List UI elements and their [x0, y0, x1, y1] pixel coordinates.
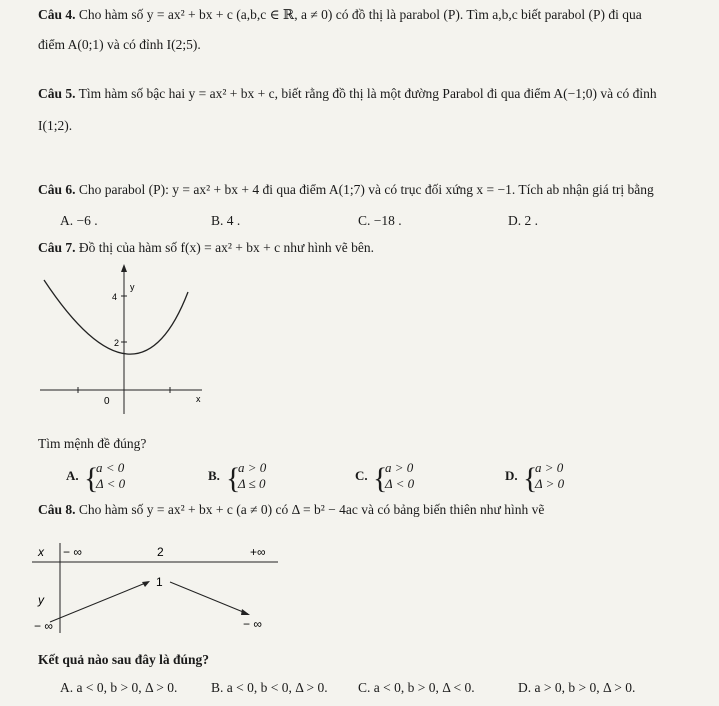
q5-label: Câu 5.: [38, 86, 76, 101]
q7-choice-b-row2: Δ ≤ 0: [238, 476, 266, 491]
y-axis-arrow-icon: [121, 264, 127, 272]
q7-choice-c-label: C.: [355, 468, 368, 483]
table-increasing-arrow: [50, 582, 148, 622]
q4-line2: điểm A(0;1) và có đỉnh I(2;5).: [38, 37, 201, 52]
graph-origin-label: 0: [104, 396, 110, 407]
q8-line: [38, 502, 544, 518]
arrow-down-icon: [241, 609, 250, 615]
table-right-y: − ∞: [243, 617, 262, 631]
q7-choice-a-label: A.: [66, 468, 79, 483]
q7-choice-d-brace: {: [523, 462, 538, 495]
q7-text: Đồ thị của hàm số f(x) = ax² + bx + c như hình vẽ bên.: [78, 240, 375, 255]
q4-line1: [38, 7, 642, 23]
q6-choice-a[interactable]: A. −6 .: [60, 213, 98, 228]
table-plus-inf: +∞: [250, 545, 266, 559]
q7-choice-a-brace: {: [84, 462, 99, 495]
q6-line: [38, 182, 654, 198]
table-y-header: y: [38, 593, 44, 607]
q8-choice-d[interactable]: D. a > 0, b > 0, Δ > 0.: [518, 680, 636, 695]
q5-text-1: Tìm hàm số bậc hai y = ax² + bx + c, biết rằng đồ thị là một đường Parabol đi qua điểm A(−1;0) và có đỉnh: [78, 86, 657, 101]
table-x-header: x: [38, 545, 44, 559]
q5-line1: [38, 86, 657, 102]
q7-choice-b-brace: {: [226, 462, 241, 495]
q7-choice-b-row1: a > 0: [238, 460, 267, 475]
q6-choice-b[interactable]: B. 4 .: [211, 213, 241, 228]
q8-choice-c[interactable]: C. a < 0, b > 0, Δ < 0.: [358, 680, 475, 695]
graph-y-label: y: [130, 282, 135, 292]
q6-label: Câu 6.: [38, 182, 76, 197]
q7-line: [38, 240, 374, 256]
q7-choice-b-label: B.: [208, 468, 220, 483]
graph-tick2-label: 2: [114, 338, 120, 348]
table-minus-inf: − ∞: [63, 545, 82, 559]
q6-choice-d[interactable]: D. 2 .: [508, 213, 538, 228]
q8-choice-a[interactable]: A. a < 0, b > 0, Δ > 0.: [60, 680, 178, 695]
table-vertex-y: 1: [156, 575, 163, 589]
q8-variation-table: [30, 540, 280, 635]
q7-prompt: Tìm mệnh đề đúng?: [38, 436, 147, 451]
q7-choice-c-row1: a > 0: [385, 460, 414, 475]
table-decreasing-arrow: [170, 582, 248, 614]
graph-x-label: x: [196, 394, 201, 404]
table-left-y: − ∞: [34, 619, 53, 633]
q7-choice-d-row1: a > 0: [535, 460, 564, 475]
q7-choice-c-brace: {: [373, 462, 388, 495]
q7-graph: [38, 262, 208, 422]
graph-tick4-label: 4: [112, 292, 118, 302]
q8-choice-b[interactable]: B. a < 0, b < 0, Δ > 0.: [211, 680, 328, 695]
q7-choice-a-row2: Δ < 0: [96, 476, 126, 491]
table-vertex-x: 2: [157, 545, 164, 559]
q4-text-1: Cho hàm số y = ax² + bx + c (a,b,c ∈ ℝ, a ≠ 0) có đồ thị là parabol (P). Tìm a,b,c biết parabol (P) đi qua: [78, 7, 642, 22]
q8-text: Cho hàm số y = ax² + bx + c (a ≠ 0) có Δ = b² − 4ac và có bảng biến thiên như hình vẽ: [78, 502, 545, 517]
q7-choice-d-row2: Δ > 0: [535, 476, 565, 491]
q6-text: Cho parabol (P): y = ax² + bx + 4 đi qua điểm A(1;7) và có trục đối xứng x = −1. Tích ab nhận giá trị bằng: [78, 182, 654, 197]
q7-choice-a-row1: a < 0: [96, 460, 125, 475]
q8-prompt: Kết quả nào sau đây là đúng?: [38, 652, 210, 667]
q5-line2: I(1;2).: [38, 118, 73, 133]
q8-label: Câu 8.: [38, 502, 76, 517]
q7-choice-d-label: D.: [505, 468, 518, 483]
q4-label: Câu 4.: [38, 7, 76, 22]
q7-choice-c-row2: Δ < 0: [385, 476, 415, 491]
q7-label: Câu 7.: [38, 240, 76, 255]
q6-choice-c[interactable]: C. −18 .: [358, 213, 402, 228]
